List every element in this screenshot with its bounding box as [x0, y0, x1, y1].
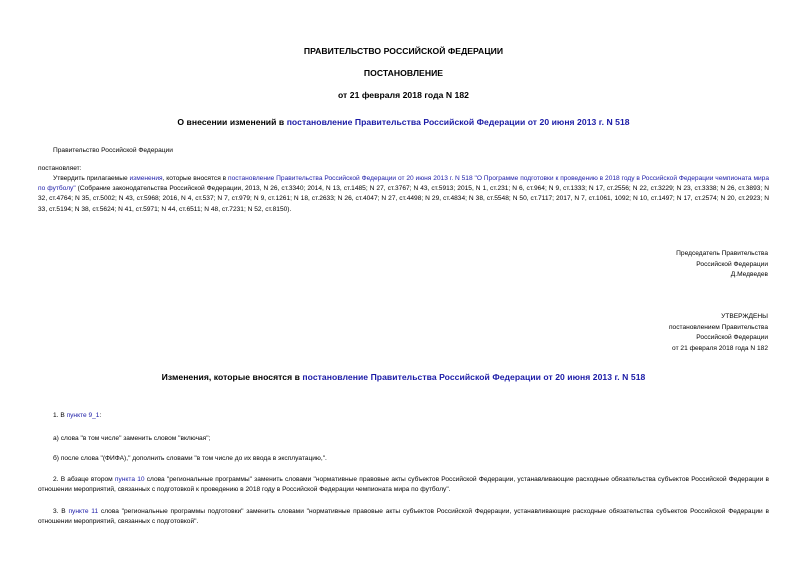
- changes-title: [0, 372, 807, 382]
- point-11-link[interactable]: пункте 11: [68, 508, 99, 515]
- change-item-3-text-a: 3. В: [53, 508, 69, 515]
- main-paragraph-text-b: , которые вносятся в: [162, 175, 229, 182]
- decree-word: постановляет:: [38, 165, 82, 172]
- signature-block: [676, 249, 768, 281]
- document-title: [0, 117, 807, 127]
- approval-block: [669, 312, 768, 354]
- signature-name: Д.Медведев: [730, 271, 768, 279]
- change-item-3: [38, 507, 769, 527]
- main-paragraph-text-c: (Собрание законодательства Российской Федерации, 2013, N 26, ст.3340; 2014, N 13, ст.1485; N 27, ст.3767; N 43, ст.5913; 2015, N 1, ст.231; N 6, ст.964; N 9, ст.1333; N 17, ст.2556; N 22, ст.3229; N 23, ст.3338; N 26, ст.3893; N 32, ст.4764; N 35, ст.5002; N 43, ст.5968; 2016, N 4, ст.537; N 7, ст.979; N 9, ст.1261; N 18, ст.2633; N 26, ст.4047; N 27, ст.4498; N 29, ст.4834; N 38, ст.5548; N 50, ст.7117; 2017, N 7, ст.1061, 1092; N 10, ст.1497; N 17, ст.2574; N 20, ст.2923; N 33, ст.5194; N 38, ст.5624; N 41, ст.5971; N 44, ст.6511; N 48, ст.7231; N 52, ст.8150).: [38, 185, 769, 213]
- changes-title-prefix: Изменения, которые вносятся в: [161, 372, 303, 382]
- signature-country: Российской Федерации: [696, 260, 768, 268]
- approval-date: от 21 февраля 2018 года N 182: [672, 344, 768, 352]
- change-item-1-text-b: :: [99, 412, 102, 419]
- change-item-2: [38, 475, 769, 495]
- government-heading: ПРАВИТЕЛЬСТВО РОССИЙСКОЙ ФЕДЕРАЦИИ: [303, 46, 504, 56]
- signature-position: Председатель Правительства: [676, 250, 768, 257]
- main-paragraph: [38, 174, 769, 215]
- decree-518-link[interactable]: постановление Правительства Российской Федерации от 20 июня 2013 г. N 518 "О Программе подготовки к проведению в 2018 году в Российской Федерации чемпионата мира по футболу": [38, 175, 769, 193]
- changes-title-link[interactable]: постановление Правительства Российской Федерации от 20 июня 2013 г. N 518: [302, 372, 646, 382]
- change-item-1-text-a: 1. В: [53, 412, 67, 419]
- document-title-prefix: О внесении изменений в: [177, 117, 287, 127]
- approval-by: постановлением Правительства: [668, 323, 768, 331]
- issuer-text: Правительство Российской Федерации: [53, 147, 173, 154]
- document-type-heading: ПОСТАНОВЛЕНИЕ: [363, 68, 444, 78]
- main-paragraph-text-a: Утвердить прилагаемые: [53, 175, 130, 182]
- changes-link[interactable]: изменения: [129, 175, 163, 182]
- document-date-number: от 21 февраля 2018 года N 182: [337, 90, 470, 100]
- change-item-1: [53, 411, 101, 421]
- change-item-2-text-a: 2. В абзаце втором: [53, 476, 115, 483]
- document-title-link[interactable]: постановление Правительства Российской Федерации от 20 июня 2013 г. N 518: [286, 117, 630, 127]
- change-item-1a: а) слова "в том числе" заменить словом "включая";: [53, 435, 211, 442]
- point-10-link[interactable]: пункта 10: [114, 476, 145, 483]
- change-item-2-text-b: слова "региональные программы" заменить словами "нормативные правовые акты субъектов Российской Федерации, устанавливающие расходные обязательства субъектов Российской Федерации в отношении мероприятий, связанных с подготовкой к проведению в 2018 году в Российской Федерации чемпионата мира по футболу".: [38, 476, 769, 494]
- approval-country: Российской Федерации: [696, 334, 768, 342]
- approval-title: УТВЕРЖДЕНЫ: [721, 313, 768, 320]
- change-item-1b: б) после слова "(ФИФА)," дополнить словами "в том числе до их ввода в эксплуатацию,".: [53, 455, 327, 462]
- change-item-3-text-b: слова "региональные программы подготовки" заменить словами "нормативные правовые акты субъектов Российской Федерации, устанавливающие расходные обязательства субъектов Российской Федерации в отношении мероприятий, связанных с подготовкой".: [38, 508, 770, 526]
- point-9-1-link[interactable]: пункте 9_1: [66, 412, 100, 419]
